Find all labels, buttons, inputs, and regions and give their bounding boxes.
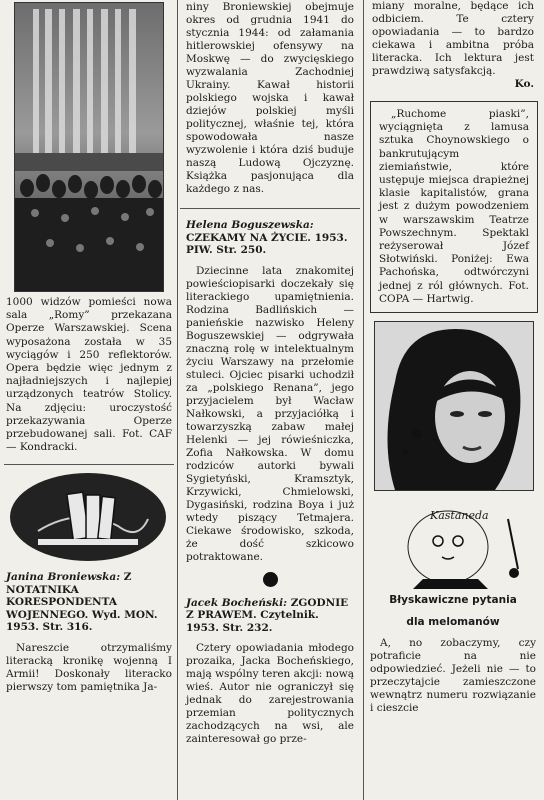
opera-hall-photo	[14, 2, 164, 292]
column-left	[4, 0, 174, 800]
review-title: CZEKAMY NA ŻYCIE. 1953. PIW. Str. 250.	[186, 231, 348, 256]
dot-icon	[263, 572, 278, 587]
review-bochenski-continued: miany moralne, będące ich odbiciem. Te cztery opowiadania — to bardzo ciekawa i ambitna próba literacka. Ich lektura jest prawdziwą satysfakcją.	[372, 0, 534, 77]
review-body: Nareszcie otrzymaliśmy literacką kronikę wojenną I Armii! Doskonały literacko pierwszy tom pamiętnika Ja-	[6, 641, 172, 693]
books-icon	[8, 471, 168, 563]
column-right	[366, 0, 540, 800]
actress-photo	[374, 321, 534, 491]
review-broniewska-continued: niny Broniewskiej obejmuje okres od grudnia 1941 do stycznia 1944: od załamania hitlerowskiej ofensywy na Moskwę — do zwycięskiego wyzwalania Zachodniej Ukrainy. Kawał historii polskiego wojska i kawał dziejów polskiej myśli politycznej, właśnie tej, która spowodowała nasze wyzwolenie i która dziś buduje naszą Ludową Ojczyznę. Książka pasjonująca dla każdego z nas.	[186, 1, 354, 195]
bullet-separator	[180, 572, 360, 591]
logo-lettering: Kastaneda	[430, 509, 489, 523]
quiz-title-line1: Błyskawiczne pytania	[389, 594, 517, 607]
quiz-title-line2: dla melomanów	[406, 616, 500, 629]
column-middle	[180, 0, 360, 800]
review-broniewska	[6, 571, 172, 694]
column-rule	[363, 0, 364, 800]
books-illustration	[8, 471, 168, 563]
opera-hall-photo-image	[15, 3, 163, 291]
review-body: Dziecinne lata znakomitej powieściopisarki doczekały się literackiego upamiętnienia. Rodzina Badlińskich — panieńskie nazwisko Heleny Boguszewskiej — odgrywała znaczną rolę w intelektualnym życiu Warszawy na przełomie stuleci. Ojciec pisarki uchodził za „polskiego Renana”, jego przyjacielem był Wacław Nałkowski, a przyjaciółką i towarzyszką zabaw małej Helenki — jej rówieśniczka, Zofia Nałkowska. W domu rodziców autorki bywali Sygietyński, Kramsztyk, Krzywicki, Chmielowski, Dygasiński, rodzina Boya i już wtedy piszący Tetmajera. Ciekawe środowisko, szkoda, że dość szkicowo potraktowane.	[186, 264, 354, 563]
review-author: Helena Boguszewska:	[186, 219, 314, 231]
review-body: Cztery opowiadania młodego prozaika, Jacka Bocheńskiego, mają wspólny teren akcji: nową wieś. Autor nie ograniczył się jednak do zarejestrowania przemian politycznych zachodzących na wsi, ale zainteresował go prze-	[186, 642, 354, 745]
section-divider	[4, 464, 174, 465]
review-boguszewska	[186, 219, 354, 564]
review-title: ZGODNIE Z PRAWEM. Czytelnik. 1953. Str. 232.	[186, 596, 349, 634]
review-author: Janina Broniewska:	[6, 571, 121, 584]
opera-photo-caption: 1000 widzów pomieści nowa sala „Romy” przekazana Operze Warszawskiej. Scena wyposażona została w 35 wyciągów i 250 reflektorów. Opera będzie więc jednym z najładniejszych i najlepiej urządzonych teatrów Stolicy. Na zdjęciu: uroczystość przekazywania Operze przebudowanej sali. Fot. CAF — Kondracki.	[6, 296, 172, 454]
quiz-section	[370, 593, 536, 715]
review-title: Z NOTATNIKA KORESPONDENTA WOJENNEGO. Wyd. MON. 1953. Str. 316.	[6, 571, 158, 634]
quiz-intro: A, no zobaczymy, czy potraficie na nie odpowiedzieć. Jeżeli nie — to przeczytajcie zamieszczone wewnątrz numeru rozwiązanie i cieszcie	[370, 637, 536, 715]
review-author: Jacek Bocheński:	[186, 596, 288, 609]
theatre-caption-box	[370, 101, 538, 313]
section-divider	[180, 208, 360, 209]
actress-photo-image	[375, 322, 533, 490]
review-bochenski	[186, 597, 354, 747]
review-signature: Ko.	[514, 78, 534, 90]
theatre-photo-caption: „Ruchome piaski”, wyciągnięta z lamusa sztuka Choynowskiego o bankrutującym ziemiaństwie, które ustępuje miejsca drapieżnej klasie kapitalistów, grana jest z dużym powodzeniem w warszawskim Teatrze Powszechnym. Spektakl reżyserował Józef Słotwiński. Poniżej: Ewa Pachońska, odtwórczyni jednej z ról głównych. Fot. COPA — Hartwig.	[379, 108, 529, 305]
column-rule	[177, 0, 178, 800]
kastaneda-logo	[368, 499, 538, 589]
